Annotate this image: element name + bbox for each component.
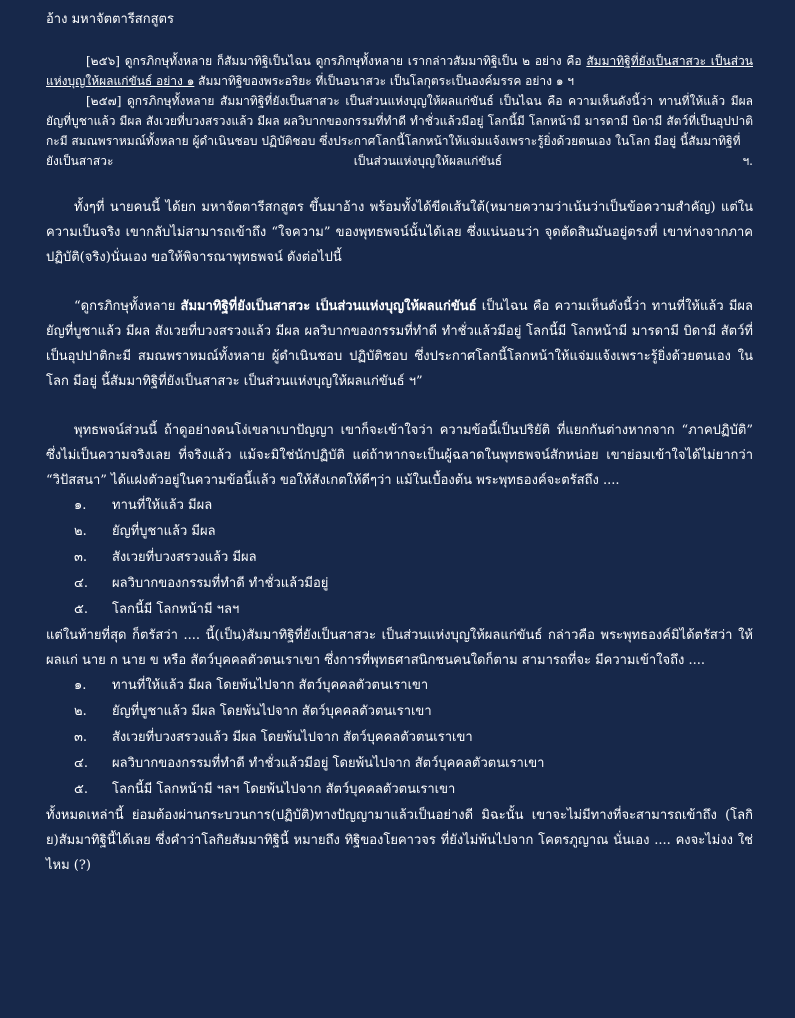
list-item-text: ผลวิบากของกรรมที่ทำดี ทำชั่วแล้วมีอยู่ — [112, 576, 329, 591]
list-item — [46, 673, 753, 699]
list-item-number: ๔. — [74, 576, 88, 591]
list-item-text: โลกนี้มี โลกหน้ามี ฯลฯ — [112, 602, 240, 617]
list-beyond-self — [46, 673, 753, 803]
quote-256-underlined: สัมมาทิฐิที่ยังเป็นสาสวะ เป็นส่วนแห่งบุญให้ผลแก่ขันธ์ อย่าง ๑ — [46, 54, 753, 88]
quoted-prefix: “ดูกรภิกษุทั้งหลาย — [74, 299, 181, 314]
quote-257-tail-c: ฯ. — [742, 154, 753, 168]
paragraph-explanation: พุทธพจน์ส่วนนี้ ถ้าดูอย่างคนโง่เขลาเบาปัญญา เขาก็จะเข้าใจว่า ความข้อนี้เป็นปริยัติ ที่แยกกันต่างหากจาก “ภาคปฏิบัติ” ซึ่งไม่เป็นความจริงเลย ที่จริงแล้ว แม้จะมิใช่นักปฏิบัติ แต่ถ้าหากจะเป็นผู้ฉลาดในพุทธพจน์สักหน่อย เขาย่อมเข้าใจได้ไม่ยากว่า “วิปัสสนา” ได้แฝงตัวอยู่ในความข้อนี้แล้ว ขอให้สังเกตให้ดีๆว่า แม้ในเบื้องต้น พระพุทธองค์จะตรัสถึง .... — [46, 423, 753, 488]
list-item-number: ๓. — [74, 730, 88, 745]
list-item — [46, 751, 753, 777]
list-item — [46, 545, 753, 571]
list-item — [46, 777, 753, 803]
paragraph-final: ทั้งหมดเหล่านี้ ย่อมต้องผ่านกระบวนการ(ปฏิบัติ)ทางปัญญามาแล้วเป็นอย่างดี มิฉะนั้น เขาจะไม่มีทางที่จะสามารถเข้าถึง (โลกิย)สัมมาทิฐินี้ได้เลย ซึ่งคำว่าโลกิยสัมมาทิฐินี้ หมายถึง ทิฐิของโยคาวจร ที่ยังไม่พ้นไปจาก โคตรภูญาณ นั่นเอง .... คงจะไม่งง ใช่ไหม (?) — [46, 808, 753, 873]
list-item-number: ๑. — [74, 498, 87, 513]
list-item-text: สังเวยที่บวงสรวงแล้ว มีผล — [112, 550, 257, 565]
list-item-text: ผลวิบากของกรรมที่ทำดี ทำชั่วแล้วมีอยู่ โดยพ้นไปจาก สัตว์บุคคลตัวตนเราเขา — [112, 756, 545, 771]
quote-paragraph-257: [๒๕๗] ดูกรภิกษุทั้งหลาย สัมมาทิฐิที่ยังเป็นสาสวะ เป็นส่วนแห่งบุญให้ผลแก่ขันธ์ เป็นไฉน คือ ความเห็นดังนี้ว่า ทานที่ให้แล้ว มีผล ยัญที่บูชาแล้ว มีผล สังเวยที่บวงสรวงแล้ว มีผล ผลวิบากของกรรมที่ทำดี ทำชั่วแล้วมีอยู่ โลกนี้มี โลกหน้ามี มารดามี บิดามี สัตว์ที่เป็นอุปปาติกะมี สมณพราหมณ์ทั้งหลาย ผู้ดำเนินชอบ ปฏิบัติชอบ ซึ่งประกาศโลกนี้โลกหน้าให้แจ่มแจ้งเพราะรู้ยิ่งด้วยตนเอง ในโลก มีอยู่ นี้สัมมาทิฐิที่ — [46, 94, 753, 148]
list-item-number: ๔. — [74, 756, 88, 771]
list-item-number: ๕. — [74, 782, 88, 797]
list-item-number: ๑. — [74, 678, 87, 693]
list-item — [46, 597, 753, 623]
list-item-number: ๓. — [74, 550, 88, 565]
list-basic — [46, 493, 753, 623]
source-heading: อ้าง มหาจัตตารีสกสูตร — [46, 12, 174, 27]
quote-257-tail — [46, 151, 753, 171]
list-item-text: ทานที่ให้แล้ว มีผล — [112, 498, 213, 513]
list-item — [46, 493, 753, 519]
quote-256-prefix: [๒๕๖] ดูกรภิกษุทั้งหลาย ก็สัมมาทิฐิเป็นไฉน ดูกรภิกษุทั้งหลาย เรากล่าวสัมมาทิฐิเป็น ๒ อย่าง คือ — [86, 54, 587, 68]
sutta-quote — [46, 51, 753, 171]
list-item-text: ยัญที่บูชาแล้ว มีผล โดยพ้นไปจาก สัตว์บุคคลตัวตนเราเขา — [112, 704, 432, 719]
list-item — [46, 519, 753, 545]
paragraph-conclusion: แต่ในท้ายที่สุด ก็ตรัสว่า .... นี้(เป็น)สัมมาทิฐิที่ยังเป็นสาสวะ เป็นส่วนแห่งบุญให้ผลแก่ขันธ์ กล่าวคือ พระพุทธองค์มิได้ตรัสว่า ให้ผลแก่ นาย ก นาย ข หรือ สัตว์บุคคลตัวตนเราเขา ซึ่งการที่พุทธศาสนิกชนคนใดก็ตาม สามารถที่จะ มีความเข้าใจถึง .... — [46, 628, 753, 668]
paragraph-quoted-sutta — [46, 294, 753, 394]
list-item — [46, 571, 753, 597]
quoted-suffix: เป็นไฉน คือ ความเห็นดังนี้ว่า ทานที่ให้แล้ว มีผล ยัญที่บูชาแล้ว มีผล สังเวยที่บวงสรวงแล้ว มีผล ผลวิบากของกรรมที่ทำดี ทำชั่วแล้วมีอยู่ โลกนี้มี โลกหน้ามี มารดามี บิดามี สัตว์ที่เป็นอุปปาติกะมี สมณพราหมณ์ทั้งหลาย ผู้ดำเนินชอบ ปฏิบัติชอบ ซึ่งประกาศโลกนี้โลกหน้าให้แจ่มแจ้งเพราะรู้ยิ่งด้วยตนเอง ในโลก มีอยู่ นี้สัมมาทิฐิที่ยังเป็นสาสวะ เป็นส่วนแห่งบุญให้ผลแก่ขันธ์ ฯ” — [46, 299, 753, 389]
quote-256-suffix: สัมมาทิฐิของพระอริยะ ที่เป็นอนาสวะ เป็นโลกุตระเป็นองค์มรรค อย่าง ๑ ฯ — [194, 74, 575, 88]
quote-paragraph-256 — [46, 51, 753, 91]
list-item-text: โลกนี้มี โลกหน้ามี ฯลฯ โดยพ้นไปจาก สัตว์บุคคลตัวตนเราเขา — [112, 782, 456, 797]
list-item-text: สังเวยที่บวงสรวงแล้ว มีผล โดยพ้นไปจาก สัตว์บุคคลตัวตนเราเขา — [112, 730, 473, 745]
list-item — [46, 725, 753, 751]
quote-257-tail-a: ยังเป็นสาสวะ — [46, 154, 114, 168]
list-item-text: ทานที่ให้แล้ว มีผล โดยพ้นไปจาก สัตว์บุคคลตัวตนเราเขา — [112, 678, 429, 693]
list-item-text: ยัญที่บูชาแล้ว มีผล — [112, 524, 216, 539]
list-item-number: ๒. — [74, 524, 87, 539]
quoted-bold-phrase: สัมมาทิฐิที่ยังเป็นสาสวะ เป็นส่วนแห่งบุญให้ผลแก่ขันธ์ — [180, 299, 477, 314]
list-item-number: ๒. — [74, 704, 87, 719]
paragraph-intro: ทั้งๆที่ นายคนนี้ ได้ยก มหาจัตตารีสกสูตร ขึ้นมาอ้าง พร้อมทั้งได้ขีดเส้นใต้(หมายความว่าเน้นว่าเป็นข้อความสำคัญ) แต่ในความเป็นจริง เขากลับไม่สามารถเข้าถึง “ใจความ” ของพุทธพจน์นั้นได้เลย ซึ่งแน่นอนว่า จุดตัดสินมันอยู่ตรงที่ เขาห่างจากภาคปฏิบัติ(จริง)นั่นเอง ขอให้พิจารณาพุทธพจน์ ดังต่อไปนี้ — [46, 200, 753, 265]
list-item-number: ๕. — [74, 602, 88, 617]
list-item — [46, 699, 753, 725]
quote-257-tail-b: เป็นส่วนแห่งบุญให้ผลแก่ขันธ์ — [353, 154, 503, 168]
